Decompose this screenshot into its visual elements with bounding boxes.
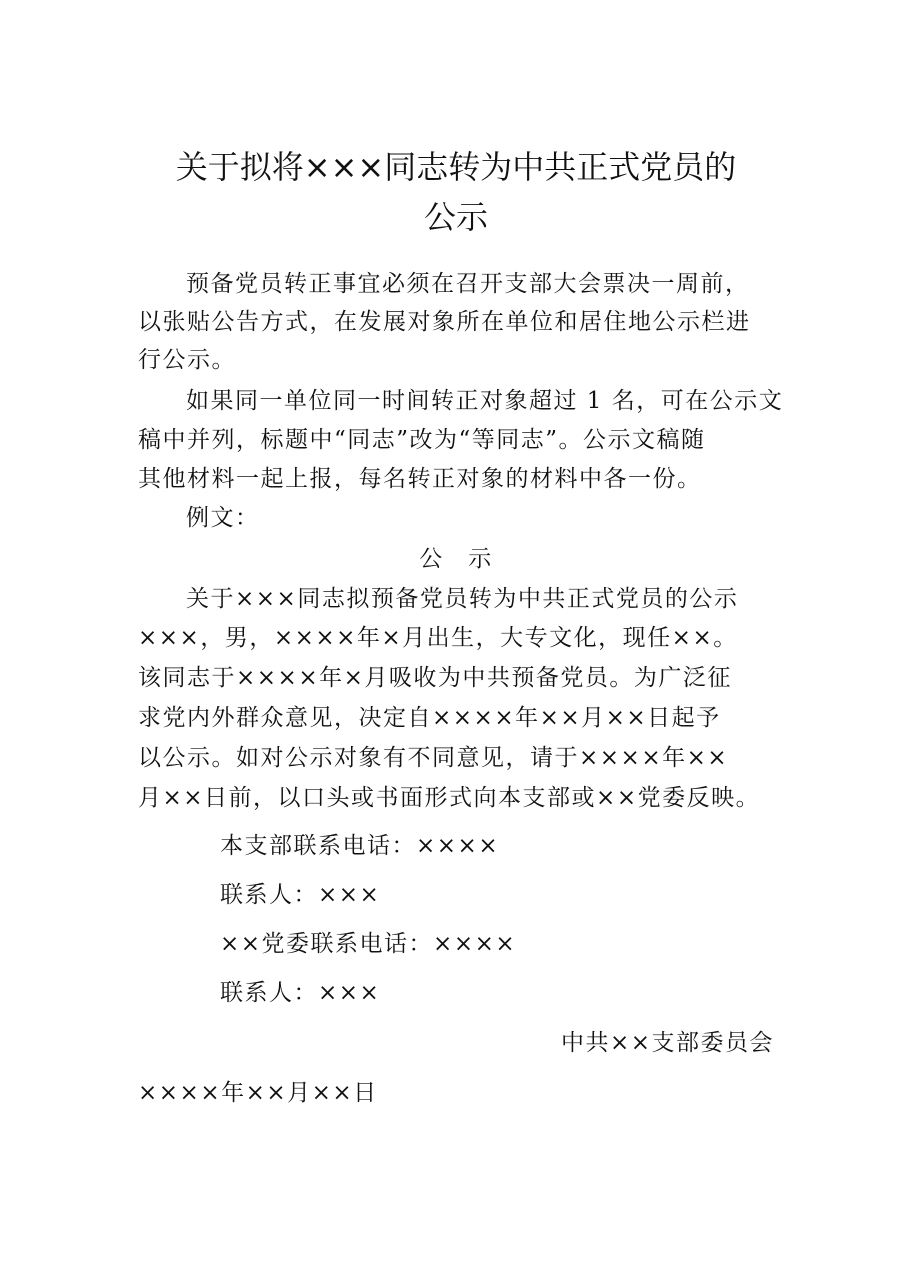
signature: 中共××支部委员会 [560, 1030, 774, 1056]
branch-phone: 本支部联系电话：×××× [220, 833, 500, 859]
branch-contact: 联系人：××× [220, 882, 381, 908]
committee-contact: 联系人：××× [220, 980, 381, 1006]
notice-date: ××××年××月××日 [138, 1080, 378, 1106]
intro-paragraph1-line2: 以张贴公告方式，在发展对象所在单位和居住地公示栏进 [138, 309, 751, 335]
intro-paragraph2-line2: 稿中并列，标题中“同志”改为“等同志”。公示文稿随 [138, 427, 706, 453]
intro-paragraph1-line3: 行公示。 [138, 347, 236, 373]
notice-body-line4: 以公示。如对公示对象有不同意见，请于××××年×× [138, 745, 729, 771]
intro-paragraph1-line1: 预备党员转正事宜必须在召开支部大会票决一周前， [186, 271, 750, 297]
notice-body-line1: ×××，男，××××年×月出生，大专文化，现任××。 [138, 625, 738, 651]
notice-heading: 公 示 [419, 546, 493, 572]
notice-body-line5: 月××日前，以口头或书面形式向本支部或××党委反映。 [138, 785, 761, 811]
notice-body-line2: 该同志于××××年×月吸收为中共预备党员。为广泛征 [138, 665, 732, 691]
intro-paragraph2-line1: 如果同一单位同一时间转正对象超过 1 名，可在公示文 [186, 388, 784, 414]
notice-body-line3: 求党内外群众意见，决定自××××年××月××日起予 [138, 705, 721, 731]
notice-subtitle: 关于×××同志拟预备党员转为中共正式党员的公示 [186, 586, 739, 612]
document-title-line1: 关于拟将×××同志转为中共正式党员的 [175, 148, 737, 186]
example-label: 例文： [186, 505, 260, 531]
intro-paragraph2-line3: 其他材料一起上报，每名转正对象的材料中各一份。 [138, 466, 702, 492]
committee-phone: ××党委联系电话：×××× [220, 931, 517, 957]
document-title-line2: 公示 [423, 198, 488, 236]
